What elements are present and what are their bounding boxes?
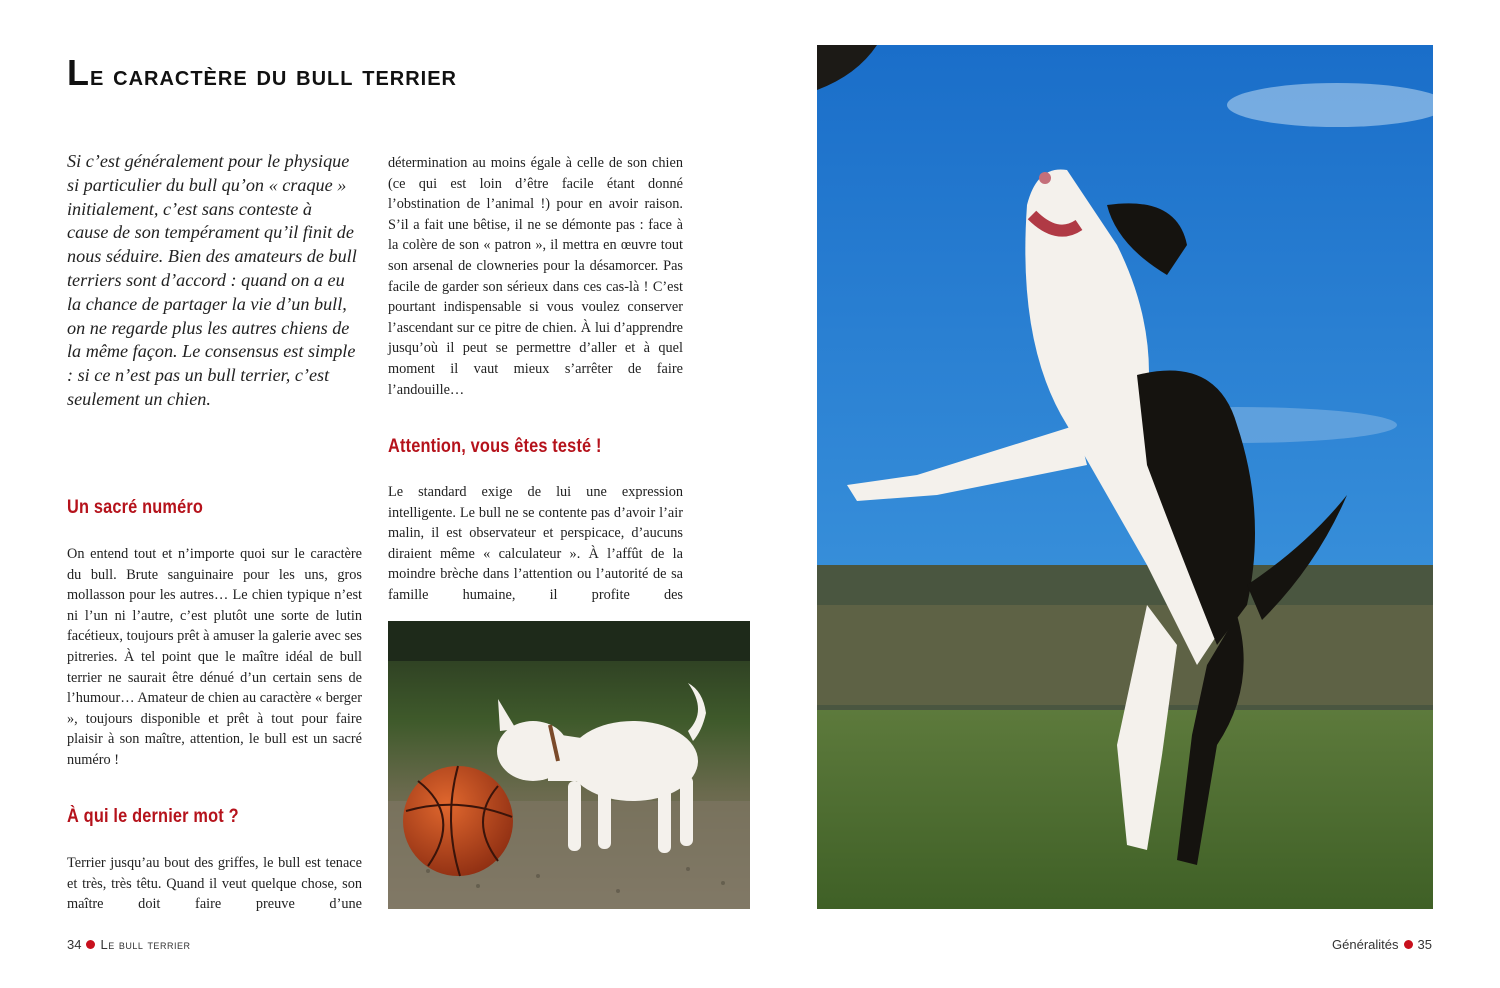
running-head-right: Généralités <box>1332 937 1399 952</box>
paragraph-continuation: détermination au moins égale à celle de son chien (ce qui est loin d’être facile étant donné l’obstination de l’animal !) pour en avoir raison. S’il a fait une bêtise, il ne se démonte pas : face à la colère de son « patron », il mettra en œuvre tout son arsenal de clowneries pour la désamorcer. Pas facile de garder son sérieux dans ces cas-là ! C’est pourtant indispensable si vous voulez conserver l’ascendant sur ce pitre de chien. À lui d’apprendre jusqu’où il peut se permettre d’aller et à quel moment il vaut mieux s’arrêter de faire l’andouille… <box>388 155 683 398</box>
paragraph-attention-teste: Le standard exige de lui une expression intelligente. Le bull ne se contente pas d’avoir l’air malin, il est observateur et perspicace, d’aucuns diraient même « calculateur ». À l’affût de la moindre brèche dans l’attention ou l’autorité de sa famille humaine, il profite des <box>388 484 683 603</box>
puppy-basketball-photo <box>388 621 750 909</box>
folio-left <box>67 937 190 952</box>
page-title <box>67 52 457 94</box>
paragraph-un-sacre-numero: On entend tout et n’importe quoi sur le caractère du bull. Brute sanguinaire pour les uns, gros mollasson pour les autres… Le chien typique n’est ni l’un ni l’autre, c’est plutôt une sorte de lutin facétieux, toujours prêt à amuser la galerie avec ses pitreries. À tel point que le maître idéal de bull terrier ne saurait être dénué d’un certain sens de l’humour… Amateur de chien au caractère « berger », toujours disponible et prêt à tout pour faire plaisir à son maître, attention, le bull est un sacré numéro ! <box>67 546 362 768</box>
running-head-left: Le bull terrier <box>100 937 191 952</box>
heading-a-qui-le-dernier-mot: À qui le dernier mot ? <box>67 806 239 827</box>
folio-right <box>1332 937 1432 952</box>
bullet-dot-left <box>86 940 95 949</box>
page-number-left: 34 <box>67 937 82 952</box>
page-number-right: 35 <box>1417 937 1432 952</box>
heading-un-sacre-numero: Un sacré numéro <box>67 497 204 518</box>
title-rest: e caractère du bull terrier <box>90 60 458 91</box>
bullet-dot-right <box>1404 940 1413 949</box>
jumping-bull-terrier-photo <box>817 45 1433 909</box>
heading-attention-teste: Attention, vous êtes testé ! <box>388 436 602 457</box>
title-initial: L <box>67 52 90 93</box>
paragraph-a-qui-le-dernier-mot: Terrier jusqu’au bout des griffes, le bull est tenace et très, très têtu. Quand il veut quelque chose, son maître doit faire preuve d’une <box>67 855 362 913</box>
intro-paragraph: Si c’est généralement pour le physique si particulier du bull qu’on « craque » initialement, c’est sans conteste à cause de son tempérament qu’il finit de nous séduire. Bien des amateurs de bull terriers sont d’accord : quand on a eu la chance de partager la vie d’un bull, on ne regarde plus les autres chiens de la même façon. Le consensus est simple : si ce n’est pas un bull terrier, c’est seulement un chien. <box>67 151 357 409</box>
